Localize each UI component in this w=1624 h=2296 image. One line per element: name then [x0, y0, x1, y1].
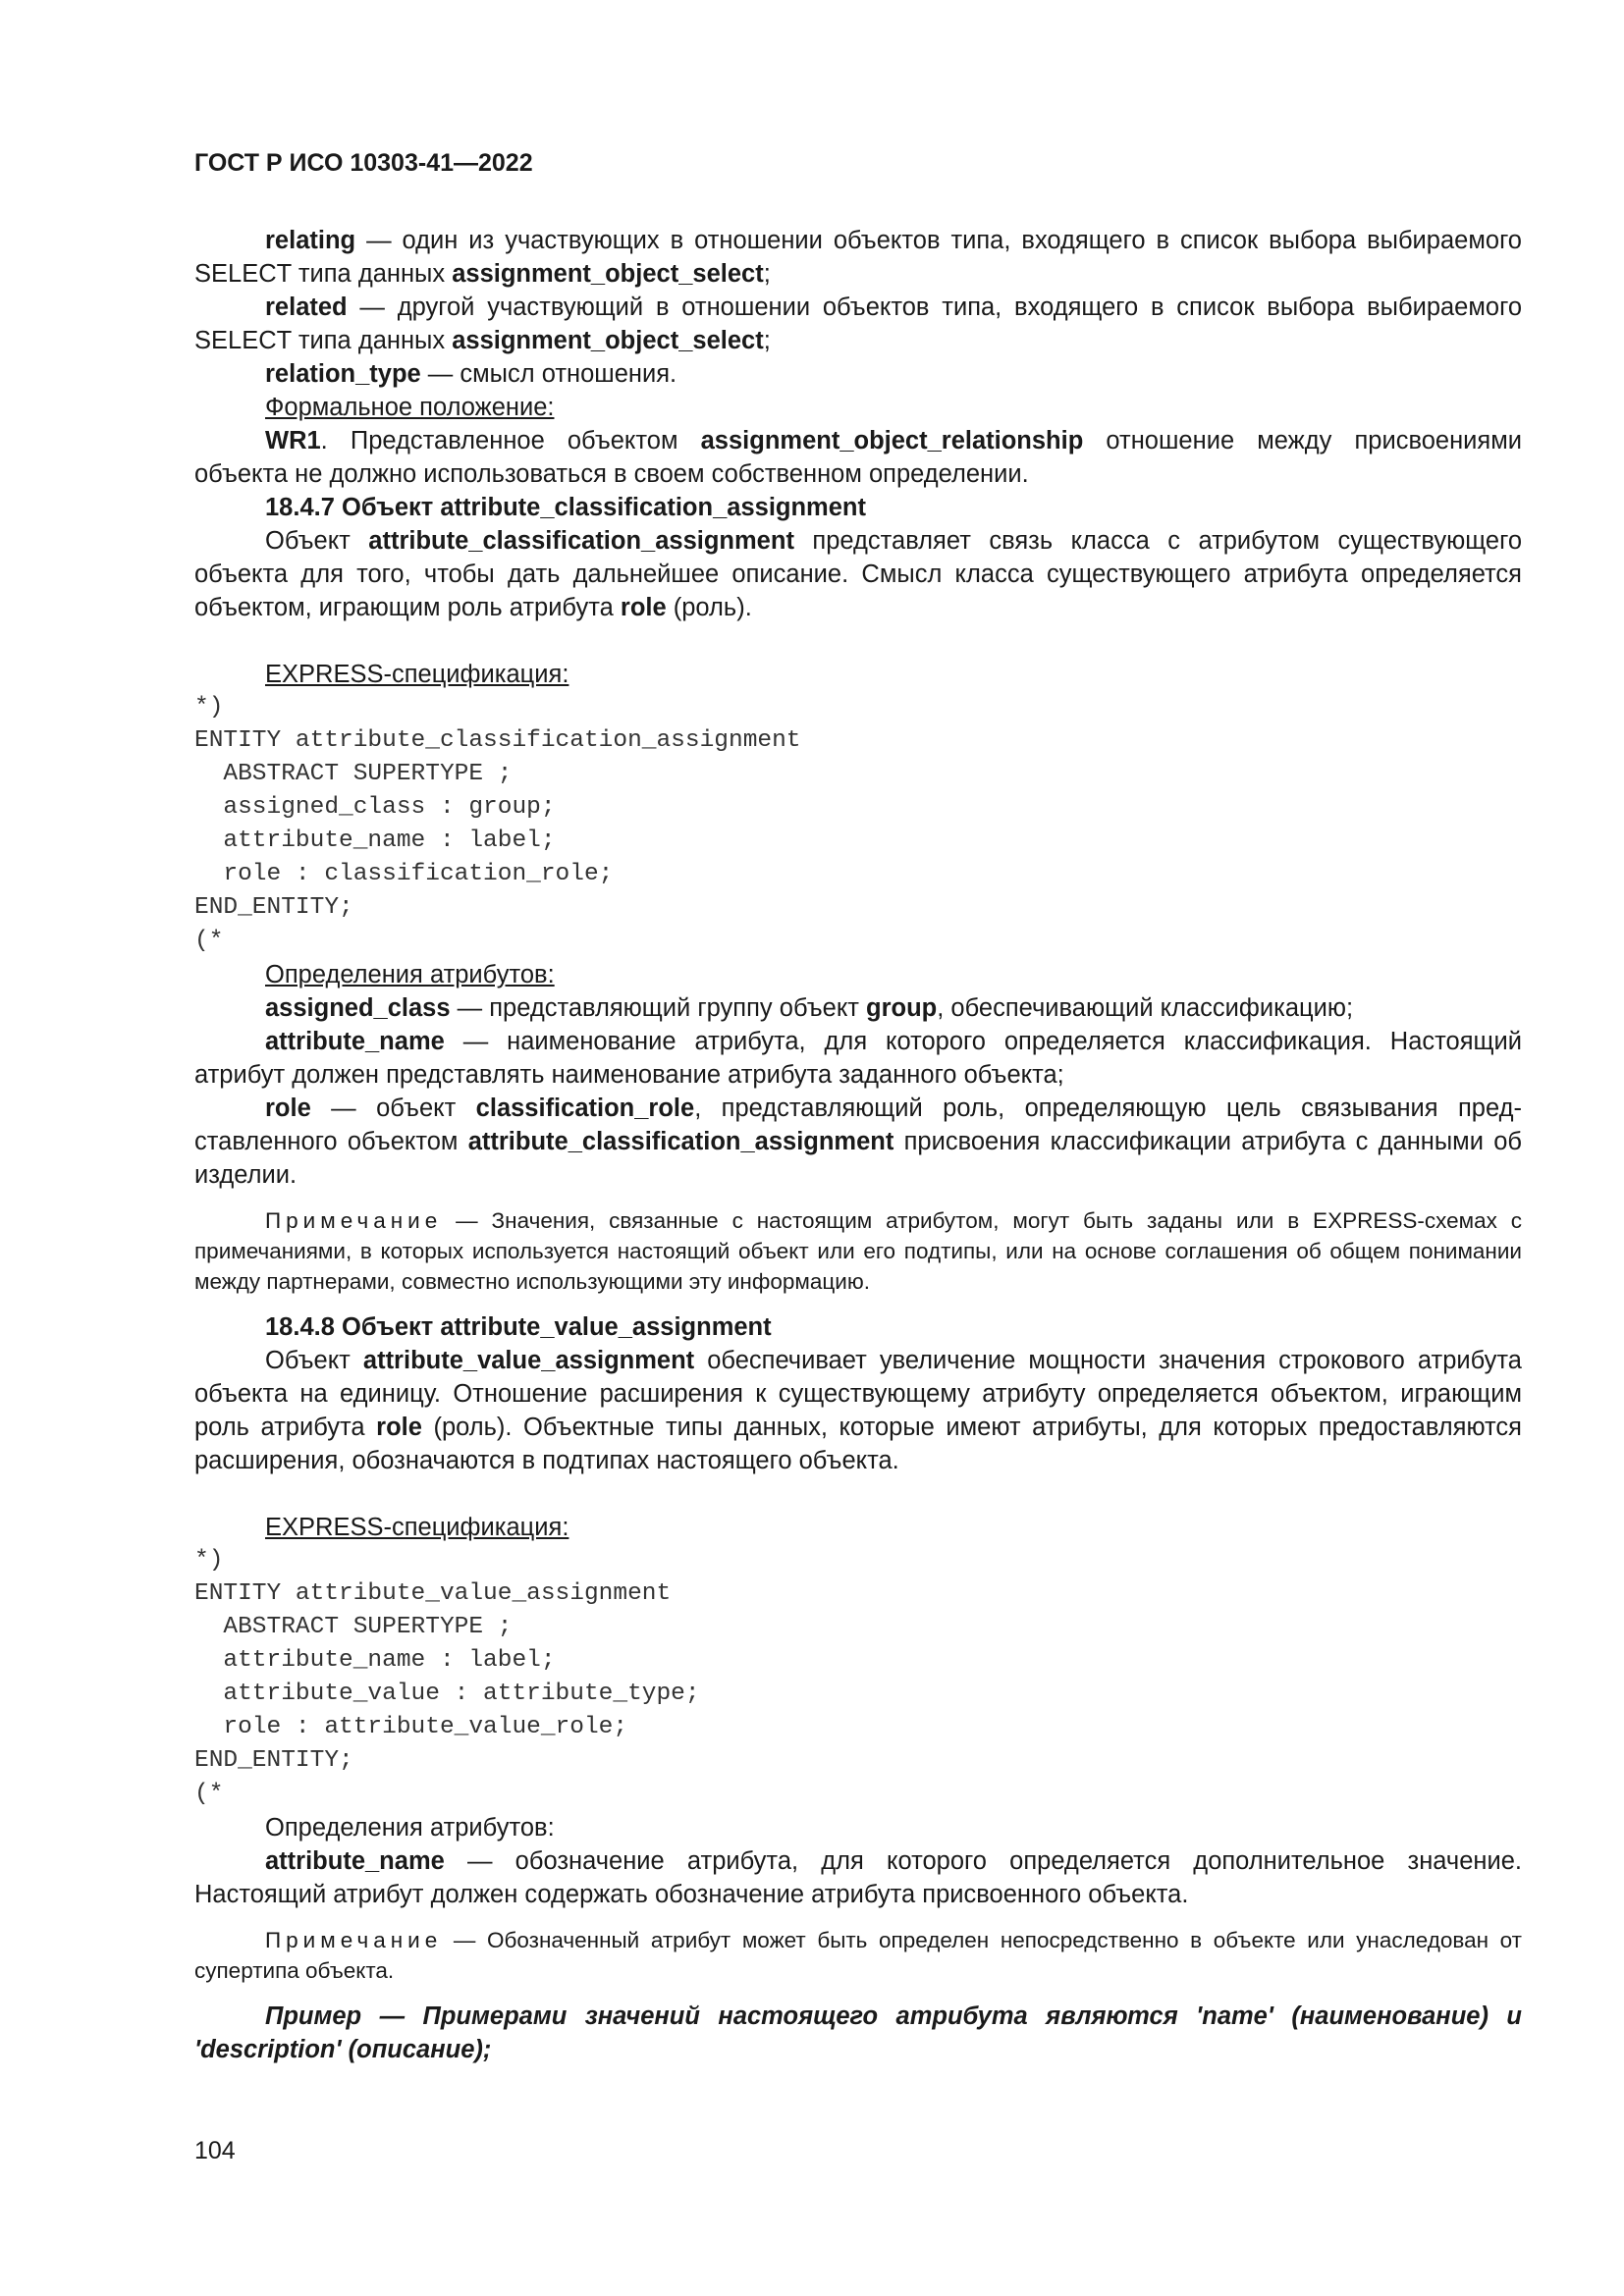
- term-relation-type: relation_type: [265, 360, 421, 388]
- ref-assignment-object-select: assignment_object_select: [452, 327, 764, 354]
- term-relating: relating: [265, 227, 356, 254]
- express-code-block: *) ENTITY attribute_classification_assignment ABSTRACT SUPERTYPE ; assigned_class : group; attribute_name : label; role : classification_role; END_ENTITY; (*: [194, 694, 801, 954]
- attribute-definitions-label: Определения атрибутов:: [265, 961, 555, 988]
- attr-attribute-name: attribute_name — обозначение атрибута, для которого определяется дополнительное значение. Настоящий атрибут должен содержать обозначение атрибута присвоенного объекта.: [194, 1847, 1522, 1908]
- page-number: 104: [194, 2137, 236, 2164]
- section-heading-18-4-7: 18.4.7 Объект attribute_classification_assignment: [265, 494, 866, 521]
- wr1-rule: WR1. Представленное объектом assignment_object_relationship отношение между присвоениями объекта не должно использоваться в своем собственном определении.: [194, 427, 1522, 488]
- related-text: — другой участвующий в отношении объектов типа, входящего в список выбора выбираемого SELECT типа данных: [194, 294, 1522, 354]
- section-intro-18-4-8: Объект attribute_value_assignment обеспечивает увеличение мощности значения строкового атрибута объекта на единицу. Отношение расширения к существующему атрибуту определяется объектом, играющим роль атрибута role (роль). Объектные типы данных, которые имеют атрибуты, для которых предоставляются расширения, обозначаются в подтипах настоящего объекта.: [194, 1347, 1522, 1474]
- term-wr1: WR1: [265, 427, 321, 454]
- page-content: [194, 224, 1522, 2066]
- related-definition: related — другой участвующий в отношении объектов типа, входящего в список выбора выбираемого SELECT типа данных assignment_object_select;: [194, 294, 1522, 354]
- relating-text: — один из участвующих в отношении объектов типа, входящего в список выбора выбираемого SELECT типа данных: [194, 227, 1522, 288]
- example-18-4-8: Пример — Примерами значений настоящего атрибута являются 'name' (наименование) и 'description' (описание);: [194, 2002, 1522, 2063]
- relating-definition: relating — один из участвующих в отношении объектов типа, входящего в список выбора выбираемого SELECT типа данных assignment_object_select;: [194, 227, 1522, 288]
- term-related: related: [265, 294, 348, 321]
- formal-proposition-label: Формальное положение:: [265, 394, 555, 421]
- note-18-4-8: Примечание — Обозначенный атрибут может быть определен непосредственно в объекте или унаследован от супертипа объекта.: [194, 1928, 1522, 1983]
- ref-assignment-object-relationship: assignment_object_relationship: [700, 427, 1084, 454]
- ref-assignment-object-select: assignment_object_select: [452, 260, 764, 288]
- attribute-definitions-label: Определения атрибутов:: [265, 1814, 555, 1842]
- attr-role: role — объект classification_role, представляющий роль, определяющую цель связывания представленного объектом attribute_classification_assignment присвоения классификации атрибута с данными об изделии.: [194, 1095, 1522, 1189]
- relation-type-definition: relation_type — смысл отношения.: [265, 360, 677, 388]
- section-heading-18-4-8: 18.4.8 Объект attribute_value_assignment: [265, 1313, 772, 1341]
- attr-assigned-class: assigned_class — представляющий группу объект group, обеспечивающий классификацию;: [265, 994, 1354, 1022]
- note-18-4-7: Примечание — Значения, связанные с настоящим атрибутом, могут быть заданы или в EXPRESS-схемах с примечаниями, в которых используется настоящий объект или его подтипы, или на основе соглашения об общем понимании между партнерами, совместно использующими эту информацию.: [194, 1208, 1522, 1294]
- express-spec-label: EXPRESS-спецификация:: [265, 661, 569, 688]
- section-intro-18-4-7: Объект attribute_classification_assignment представляет связь класса с атрибутом существующего объекта для того, чтобы дать дальнейшее описание. Смысл класса существующего атрибута определяется объектом, играющим роль атрибута role (роль).: [194, 527, 1522, 621]
- document-header: ГОСТ Р ИСО 10303-41—2022: [194, 149, 533, 177]
- express-spec-label: EXPRESS-спецификация:: [265, 1514, 569, 1541]
- attr-attribute-name: attribute_name — наименование атрибута, для которого определяется классификация. Настоящий атрибут должен представлять наименование атрибута заданного объекта;: [194, 1028, 1522, 1089]
- express-code-block: *) ENTITY attribute_value_assignment ABSTRACT SUPERTYPE ; attribute_name : label; attribute_value : attribute_type; role : attribute_value_role; END_ENTITY; (*: [194, 1547, 700, 1807]
